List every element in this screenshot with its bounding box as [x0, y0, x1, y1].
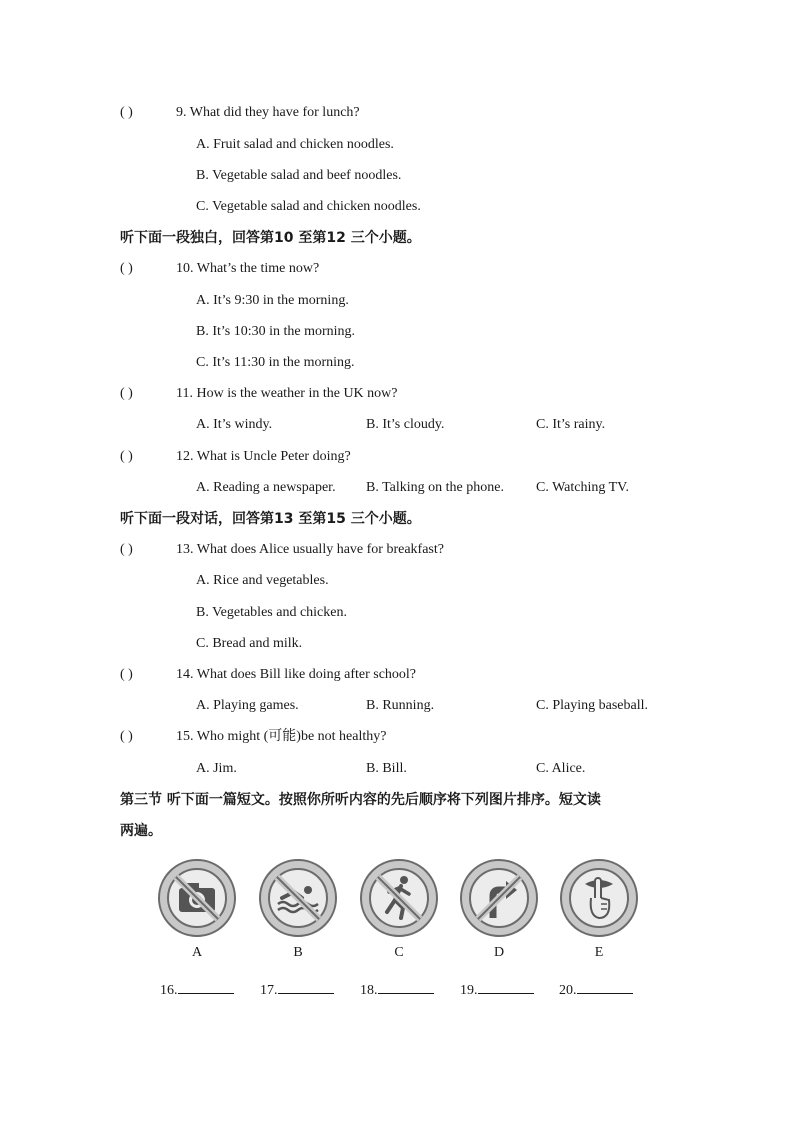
blank-underline[interactable]: [577, 978, 633, 994]
option-15b: B. Bill.: [366, 761, 407, 776]
section-heading-10-12: 听下面一段独白，回答第10 至第12 三个小题。: [120, 230, 421, 246]
sign-label-b: B: [293, 945, 303, 960]
no-right-turn-icon: [459, 858, 539, 938]
option-13c: C. Bread and milk.: [196, 636, 303, 651]
no-running-icon: [359, 858, 439, 938]
question-13: 13. What does Alice usually have for breakfast?: [176, 542, 444, 557]
option-10a: A. It’s 9:30 in the morning.: [196, 293, 349, 308]
section-heading-13-15: 听下面一段对话，回答第13 至第15 三个小题。: [120, 511, 421, 527]
answer-paren-11[interactable]: ( ): [120, 386, 133, 401]
option-14a: A. Playing games.: [196, 698, 299, 713]
option-12c: C. Watching TV.: [536, 480, 629, 495]
option-11c: C. It’s rainy.: [536, 417, 606, 432]
sign-label-d: D: [493, 945, 505, 960]
sign-label-c: C: [394, 945, 404, 960]
option-13b: B. Vegetables and chicken.: [196, 605, 347, 620]
blank-underline[interactable]: [278, 978, 334, 994]
question-14: 14. What does Bill like doing after school?: [176, 667, 417, 682]
answer-blank-18[interactable]: [360, 978, 434, 999]
answer-paren-12[interactable]: ( ): [120, 449, 133, 464]
answer-blank-16[interactable]: [160, 978, 234, 999]
blank-underline[interactable]: [178, 978, 234, 994]
no-camera-icon: [157, 858, 237, 938]
sign-label-a: A: [191, 945, 203, 960]
answer-blank-17[interactable]: [260, 978, 334, 999]
option-15c: C. Alice.: [536, 761, 586, 776]
section-3-heading-line2: 两遍。: [120, 823, 162, 839]
question-9: 9. What did they have for lunch?: [176, 105, 360, 120]
option-12a: A. Reading a newspaper.: [196, 480, 336, 495]
option-9a: A. Fruit salad and chicken noodles.: [196, 137, 394, 152]
sign-label-e: E: [594, 945, 604, 960]
option-14c: C. Playing baseball.: [536, 698, 648, 713]
blank-number: 20.: [559, 983, 577, 998]
option-12b: B. Talking on the phone.: [366, 480, 504, 495]
blank-underline[interactable]: [478, 978, 534, 994]
option-9c: C. Vegetable salad and chicken noodles.: [196, 199, 421, 214]
question-10: 10. What’s the time now?: [176, 261, 320, 276]
option-13a: A. Rice and vegetables.: [196, 573, 329, 588]
option-15a: A. Jim.: [196, 761, 237, 776]
blank-number: 17.: [260, 983, 278, 998]
answer-blank-20[interactable]: [559, 978, 633, 999]
option-9b: B. Vegetable salad and beef noodles.: [196, 168, 402, 183]
option-10c: C. It’s 11:30 in the morning.: [196, 355, 355, 370]
section-3-heading-line1: 第三节 听下面一篇短文。按照你所听内容的先后顺序将下列图片排序。短文读: [120, 792, 601, 808]
blank-number: 19.: [460, 983, 478, 998]
answer-blank-19[interactable]: [460, 978, 534, 999]
option-14b: B. Running.: [366, 698, 435, 713]
answer-paren-15[interactable]: ( ): [120, 729, 133, 744]
answer-paren-13[interactable]: ( ): [120, 542, 133, 557]
blank-underline[interactable]: [378, 978, 434, 994]
option-10b: B. It’s 10:30 in the morning.: [196, 324, 356, 339]
option-11b: B. It’s cloudy.: [366, 417, 445, 432]
answer-paren-9[interactable]: ( ): [120, 105, 133, 120]
blank-number: 16.: [160, 983, 178, 998]
answer-paren-10[interactable]: ( ): [120, 261, 133, 276]
blank-number: 18.: [360, 983, 378, 998]
question-11: 11. How is the weather in the UK now?: [176, 386, 398, 401]
option-11a: A. It’s windy.: [196, 417, 273, 432]
no-swimming-icon: [258, 858, 338, 938]
keep-quiet-icon: [559, 858, 639, 938]
question-15: 15. Who might (可能)be not healthy?: [176, 729, 387, 744]
question-12: 12. What is Uncle Peter doing?: [176, 449, 351, 464]
answer-paren-14[interactable]: ( ): [120, 667, 133, 682]
